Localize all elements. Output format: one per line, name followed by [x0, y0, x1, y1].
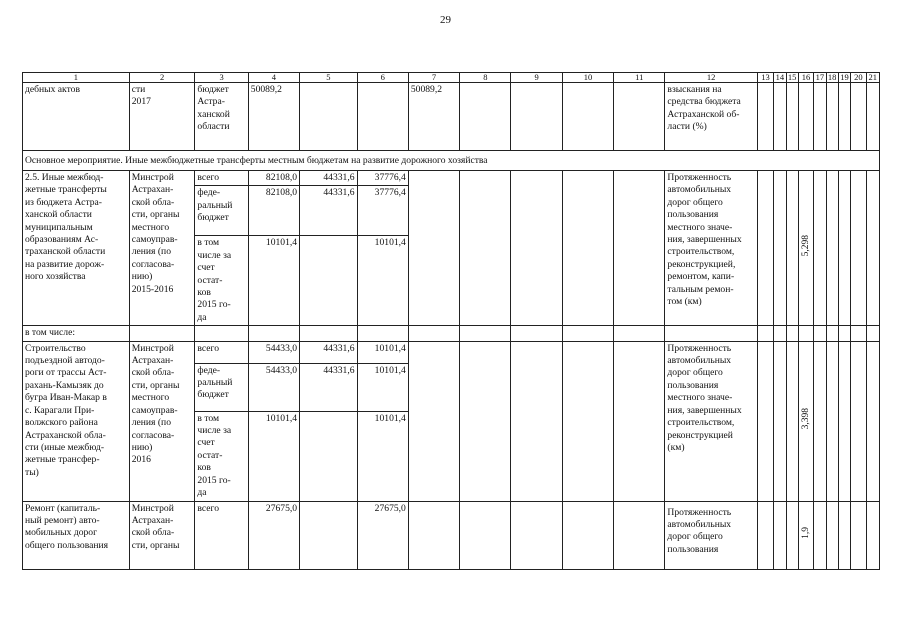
section-title: Основное мероприятие. Иные межбюджетные трансферты местным бюджетам на развитие дорожного хозяйства	[23, 151, 880, 171]
cell-empty	[511, 83, 562, 151]
cell-executor: сти 2017	[129, 83, 195, 151]
cell-empty	[300, 83, 357, 151]
cell-empty	[195, 326, 248, 341]
cell-empty	[757, 501, 773, 569]
cell-empty	[511, 326, 562, 341]
cell-total: 50089,2	[248, 83, 299, 151]
cell-empty	[814, 326, 826, 341]
cell-empty	[614, 326, 665, 341]
cell-source: всего	[195, 501, 248, 569]
cell-empty	[460, 501, 511, 569]
cell-empty	[774, 341, 786, 501]
cell-empty	[826, 501, 838, 569]
cell-empty	[408, 326, 459, 341]
cell-2016: 10101,4	[357, 411, 408, 501]
cell-empty	[851, 171, 866, 326]
cell-empty	[851, 501, 866, 569]
cell-2016: 10101,4	[357, 363, 408, 411]
col-header: 5	[300, 73, 357, 83]
cell-empty	[826, 341, 838, 501]
col-header: 20	[851, 73, 866, 83]
cell-empty	[774, 171, 786, 326]
cell-source: в том числе за счет остат- ков 2015 го- да	[195, 236, 248, 326]
cell-empty	[866, 326, 879, 341]
section-row	[23, 151, 880, 171]
cell-total: 54433,0	[248, 341, 299, 363]
cell-empty	[838, 326, 850, 341]
cell-2016: 27675,0	[357, 501, 408, 569]
cell-empty	[248, 326, 299, 341]
col-header: 1	[23, 73, 130, 83]
cell-source: феде- ральный бюджет	[195, 363, 248, 411]
cell-empty	[786, 341, 798, 501]
cell-year-value: 50089,2	[408, 83, 459, 151]
cell-empty	[814, 501, 826, 569]
page-number: 29	[440, 14, 451, 26]
cell-empty	[408, 171, 459, 326]
cell-indicator: Протяженность автомобильных дорог общего пользования местного значе- ния, завершенных строительством, реконструкцией (км)	[665, 341, 757, 501]
col-header: 6	[357, 73, 408, 83]
cell-empty	[757, 326, 773, 341]
col-header: 19	[840, 72, 849, 82]
table-row	[23, 341, 880, 363]
cell-2016: 37776,4	[357, 171, 408, 186]
cell-2016: 37776,4	[357, 186, 408, 236]
cell-empty	[866, 501, 879, 569]
cell-empty	[826, 326, 838, 341]
col-header: 3	[195, 73, 248, 83]
cell-empty	[866, 341, 879, 501]
cell-2015: 44331,6	[300, 186, 357, 236]
cell-empty	[851, 83, 866, 151]
table-row	[23, 501, 880, 569]
cell-2015: 44331,6	[300, 363, 357, 411]
cell-measure: Строительство подъездной автодо- роги от трассы Аст- рахань-Камызяк до бугра Иван-Макар в с. Карагали При- волжского района Астраханской обла- сти (иные межбюд- жетные трансфер- ты)	[23, 341, 130, 501]
budget-table	[22, 72, 880, 570]
cell-empty	[460, 326, 511, 341]
cell-empty	[838, 83, 850, 151]
cell-2016: 10101,4	[357, 341, 408, 363]
cell-total: 82108,0	[248, 186, 299, 236]
cell-empty	[786, 83, 798, 151]
cell-executor: Минстрой Астрахан- ской обла- сти, органы местного самоуправ- ления (по согласова- нию) 2016	[129, 341, 195, 501]
cell-2016: 10101,4	[357, 236, 408, 326]
cell-empty	[866, 171, 879, 326]
cell-empty	[814, 171, 826, 326]
col-header: 17	[815, 72, 825, 82]
cell-empty	[300, 501, 357, 569]
table-row	[23, 83, 880, 151]
cell-empty	[460, 83, 511, 151]
cell-empty	[774, 326, 786, 341]
col-header: 10	[562, 73, 613, 83]
cell-empty	[460, 341, 511, 501]
cell-empty	[798, 326, 813, 341]
cell-empty	[614, 341, 665, 501]
cell-indicator-value	[798, 341, 813, 501]
cell-empty	[614, 501, 665, 569]
table-row	[23, 326, 880, 341]
cell-empty	[408, 501, 459, 569]
cell-empty	[774, 83, 786, 151]
indicator-value: 5,298	[800, 235, 811, 257]
cell-empty	[511, 501, 562, 569]
cell-empty	[757, 341, 773, 501]
col-header: 2	[129, 73, 195, 83]
cell-empty	[460, 171, 511, 326]
cell-total: 27675,0	[248, 501, 299, 569]
col-header: 7	[408, 73, 459, 83]
cell-empty	[774, 501, 786, 569]
col-header: 12	[665, 73, 757, 83]
cell-empty	[757, 171, 773, 326]
cell-empty	[786, 171, 798, 326]
cell-empty	[814, 341, 826, 501]
cell-2015: 44331,6	[300, 171, 357, 186]
col-header: 15	[787, 72, 797, 82]
cell-measure: 2.5. Иные межбюд- жетные трансферты из бюджета Астра- ханской области муниципальным образованиям Ас- траханской области на развитие дорож- ного хозяйства	[23, 171, 130, 326]
cell-empty	[614, 83, 665, 151]
cell-total: 10101,4	[248, 411, 299, 501]
cell-2015	[300, 236, 357, 326]
cell-empty	[838, 501, 850, 569]
cell-indicator: взыскания на средства бюджета Астраханской об- ласти (%)	[665, 83, 757, 151]
cell-source: всего	[195, 341, 248, 363]
col-header: 9	[511, 73, 562, 83]
cell-empty	[357, 326, 408, 341]
cell-empty	[838, 341, 850, 501]
cell-source: феде- ральный бюджет	[195, 186, 248, 236]
cell-2015	[300, 411, 357, 501]
cell-empty	[866, 83, 879, 151]
cell-source: бюджет Астра- ханской области	[195, 83, 248, 151]
col-header: 8	[460, 73, 511, 83]
cell-executor: Минстрой Астрахан- ской обла- сти, органы	[129, 501, 195, 569]
cell-empty	[665, 326, 757, 341]
cell-measure: дебных актов	[23, 83, 130, 151]
cell-subheading: в том числе:	[23, 326, 130, 341]
col-header: 21	[866, 73, 879, 83]
cell-indicator: Протяженность автомобильных дорог общего пользования местного значе- ния, завершенных строительством, реконструкцией, ремонтом, капи- тальным ремон- том (км)	[665, 171, 757, 326]
col-header: 11	[614, 73, 665, 83]
cell-executor: Минстрой Астрахан- ской обла- сти, органы местного самоуправ- ления (по согласова- нию) 2015-2016	[129, 171, 195, 326]
cell-source: всего	[195, 171, 248, 186]
indicator-value: 1,9	[800, 527, 811, 539]
cell-empty	[562, 501, 613, 569]
cell-empty	[300, 326, 357, 341]
cell-empty	[511, 341, 562, 501]
cell-2015: 44331,6	[300, 341, 357, 363]
cell-empty	[511, 171, 562, 326]
cell-measure: Ремонт (капиталь- ный ремонт) авто- мобильных дорог общего пользования	[23, 501, 130, 569]
column-number-row	[23, 73, 880, 83]
cell-empty	[851, 341, 866, 501]
cell-empty	[562, 171, 613, 326]
cell-empty	[614, 171, 665, 326]
cell-empty	[562, 326, 613, 341]
cell-total: 54433,0	[248, 363, 299, 411]
cell-indicator-value	[798, 171, 813, 326]
cell-empty	[786, 326, 798, 341]
cell-empty	[129, 326, 195, 341]
cell-empty	[826, 83, 838, 151]
cell-empty	[814, 83, 826, 151]
col-header: 14	[775, 72, 785, 82]
cell-empty	[357, 83, 408, 151]
cell-empty	[562, 341, 613, 501]
cell-empty	[408, 341, 459, 501]
indicator-value: 3,398	[800, 408, 811, 430]
cell-source: в том числе за счет остат- ков 2015 го- да	[195, 411, 248, 501]
col-header: 16	[798, 73, 813, 83]
col-header: 18	[827, 72, 837, 82]
cell-empty	[826, 171, 838, 326]
cell-empty	[838, 171, 850, 326]
cell-empty	[562, 83, 613, 151]
cell-empty	[798, 83, 813, 151]
cell-empty	[757, 83, 773, 151]
col-header: 4	[248, 73, 299, 83]
cell-indicator: Протяженность автомобильных дорог общего пользования	[665, 501, 757, 569]
table-row	[23, 171, 880, 186]
cell-total: 10101,4	[248, 236, 299, 326]
cell-indicator-value	[798, 501, 813, 569]
cell-empty	[786, 501, 798, 569]
cell-total: 82108,0	[248, 171, 299, 186]
cell-empty	[851, 326, 866, 341]
col-header: 13	[757, 73, 773, 83]
